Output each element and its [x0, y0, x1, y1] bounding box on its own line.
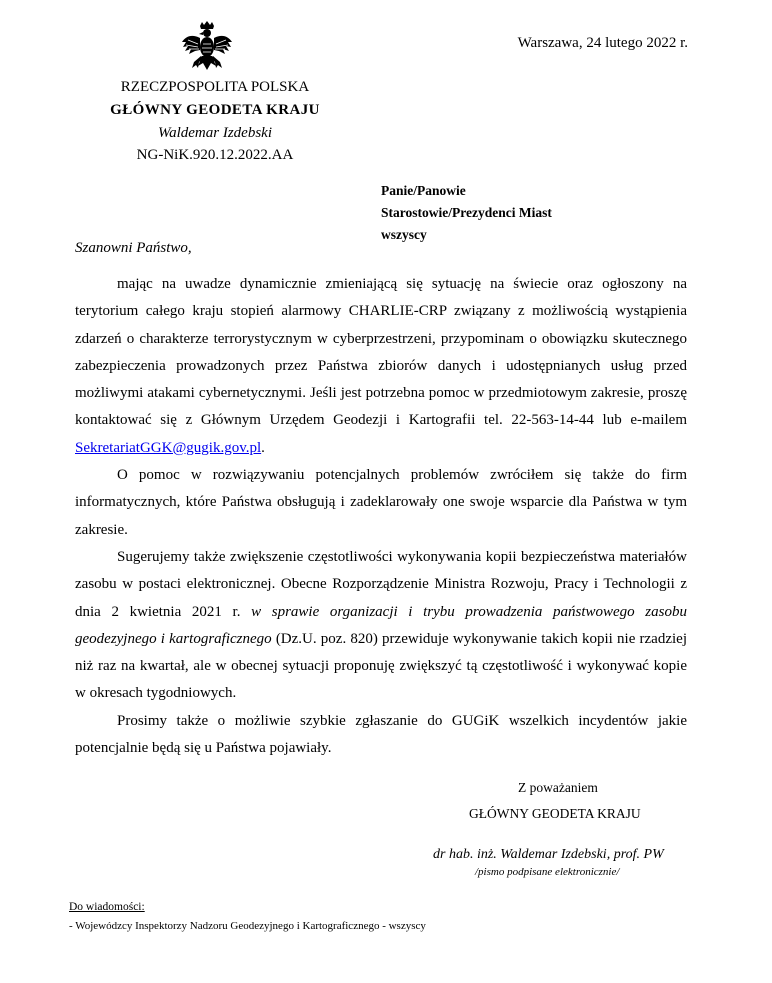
polish-eagle-emblem — [180, 20, 234, 76]
cc-item: - Wojewódzcy Inspektorzy Nadzoru Geodezyjnego i Kartograficznego - wszyscy — [69, 920, 426, 932]
signature-office: GŁÓWNY GEODETA KRAJU — [469, 806, 641, 821]
letter-body — [75, 271, 687, 762]
paragraph-3-text: Sugerujemy także zwiększenie częstotliwości wykonywania kopii bezpieczeństwa materiałów zasobu w postaci elektronicznej. Obecne Rozporządzenie Ministra Rozwoju, Pracy i Technologii z dnia 2 kwietnia 2021 r. — [75, 548, 687, 620]
email-link[interactable]: SekretariatGGK@gugik.gov.pl — [75, 439, 262, 456]
paragraph-3-end: (Dz.U. poz. 820) przewiduje wykonywanie takich kopii nie rzadziej niż raz na kwartał, ale w obecnej sytuacji proponuję zwiększyć tą częstotliwość i wykonywać kopie w okresach tygodniowych. — [75, 630, 687, 702]
office-name: GŁÓWNY GEODETA KRAJU — [110, 102, 320, 118]
paragraph-1-end: . — [261, 439, 265, 456]
signature-note: /pismo podpisane elektronicznie/ — [475, 866, 620, 878]
paragraph-3 — [75, 544, 687, 708]
salutation: Szanowni Państwo, — [75, 240, 192, 256]
closing-regards: Z poważaniem — [518, 780, 598, 795]
signature-name: dr hab. inż. Waldemar Izdebski, prof. PW — [433, 847, 664, 862]
cc-title: Do wiadomości: — [69, 901, 145, 913]
official-name: Waldemar Izdebski — [157, 125, 273, 141]
paragraph-1-text: mając na uwadze dynamicznie zmieniającą się sytuację na świecie oraz ogłoszony na terytorium całego kraju stopień alarmowy CHARLIE-CRP związany z możliwością wystąpienia zdarzeń o charakterze terrorystycznym w cyberprzestrzeni, przypominam o obowiązku skutecznego zabezpieczenia prowadzonych przez Państwa zbiorów danych i udostępnianych usług przed możliwymi atakami cybernetycznymi. Jeśli jest potrzebna pomoc w przedmiotowym zakresie, proszę kontaktować się z Głównym Urzędem Geodezji i Kartografii tel. 22-563-14-44 lub e-mailem — [75, 276, 687, 429]
paragraph-2: O pomoc w rozwiązywaniu potencjalnych problemów zwróciłem się także do firm informatycznych, które Państwa obsługują i zadeklarowały one swoje wsparcie dla Państwa w tym zakresie. — [75, 467, 687, 538]
reference-number: NG-NiK.920.12.2022.AA — [136, 147, 294, 163]
paragraph-4: Prosimy także o możliwie szybkie zgłaszanie do GUGiK wszelkich incydentów jakie potencjalnie będą się u Państwa pojawiały. — [75, 712, 687, 757]
regulation-title: w sprawie organizacji i trybu prowadzenia państwowego zasobu geodezyjnego i kartograficznego — [75, 603, 687, 647]
addressee-line-2: Starostowie/Prezydenci Miast — [381, 205, 552, 220]
paragraph-1 — [75, 271, 687, 462]
addressee-line-1: Panie/Panowie — [381, 183, 466, 198]
place-and-date: Warszawa, 24 lutego 2022 r. — [517, 35, 688, 51]
addressee-line-3: wszyscy — [381, 227, 427, 242]
country-name: RZECZPOSPOLITA POLSKA — [120, 79, 310, 95]
